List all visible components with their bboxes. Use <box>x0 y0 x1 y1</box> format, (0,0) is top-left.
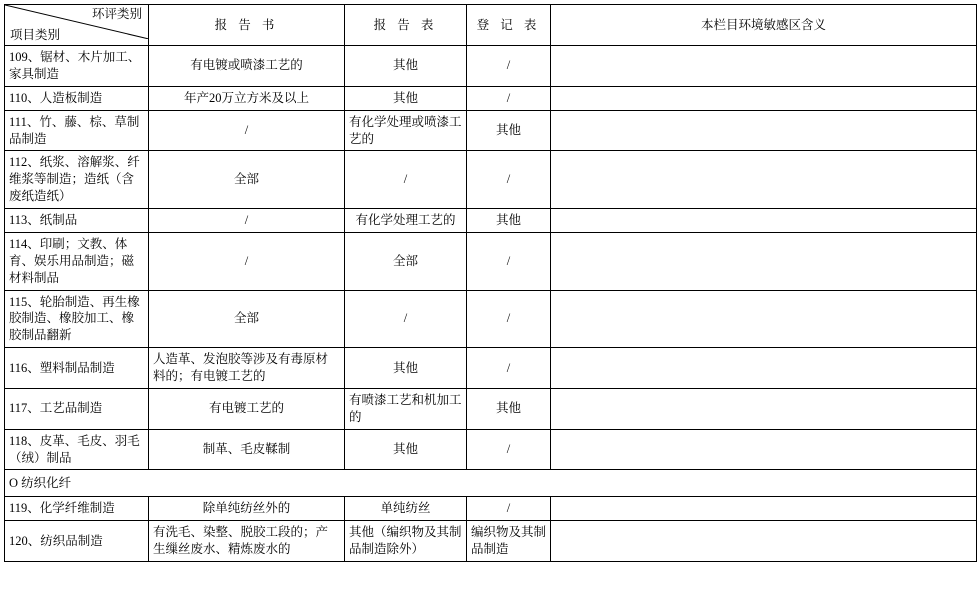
row-meaning <box>551 110 977 151</box>
row-meaning <box>551 86 977 110</box>
row-registration: 其他 <box>467 388 551 429</box>
row-registration: / <box>467 232 551 290</box>
row-report-book: 制革、毛皮鞣制 <box>149 429 345 470</box>
row-report-form: 其他 <box>345 429 467 470</box>
row-meaning <box>551 151 977 209</box>
header-corner-bottom-label: 项目类别 <box>10 28 61 43</box>
row-report-book: 有电镀或喷漆工艺的 <box>149 46 345 87</box>
row-category: 119、化学纤维制造 <box>5 497 149 521</box>
row-category: 113、纸制品 <box>5 209 149 233</box>
table-row <box>5 151 977 209</box>
row-report-book: 年产20万立方米及以上 <box>149 86 345 110</box>
table-header-row <box>5 5 977 46</box>
row-registration: 编织物及其制品制造 <box>467 521 551 562</box>
table-row <box>5 46 977 87</box>
row-registration: / <box>467 429 551 470</box>
row-report-form: / <box>345 290 467 348</box>
environmental-assessment-table <box>4 4 977 562</box>
row-category: 114、印刷；文教、体育、娱乐用品制造；磁材料制品 <box>5 232 149 290</box>
row-meaning <box>551 388 977 429</box>
row-meaning <box>551 429 977 470</box>
table-row <box>5 110 977 151</box>
table-section-row <box>5 470 977 497</box>
row-meaning <box>551 497 977 521</box>
row-report-form: 全部 <box>345 232 467 290</box>
table-row <box>5 388 977 429</box>
table-row <box>5 348 977 389</box>
header-report-form: 报 告 表 <box>345 5 467 46</box>
section-header-label: O 纺织化纤 <box>5 470 977 497</box>
row-report-form: 其他 <box>345 86 467 110</box>
row-registration: 其他 <box>467 110 551 151</box>
header-corner-cell <box>5 5 149 46</box>
row-registration: / <box>467 290 551 348</box>
row-report-form: 其他 <box>345 348 467 389</box>
row-report-book: 有洗毛、染整、脱胶工段的；产生缫丝废水、精炼废水的 <box>149 521 345 562</box>
table-row <box>5 429 977 470</box>
row-report-form: 其他（编织物及其制品制造除外） <box>345 521 467 562</box>
row-meaning <box>551 348 977 389</box>
row-registration: 其他 <box>467 209 551 233</box>
row-meaning <box>551 46 977 87</box>
table-row <box>5 86 977 110</box>
row-report-form: 有喷漆工艺和机加工的 <box>345 388 467 429</box>
row-registration: / <box>467 348 551 389</box>
row-category: 112、纸浆、溶解浆、纤维浆等制造；造纸（含废纸造纸） <box>5 151 149 209</box>
row-report-book: / <box>149 110 345 151</box>
row-report-form: 有化学处理或喷漆工艺的 <box>345 110 467 151</box>
header-corner-top-label: 环评类别 <box>91 7 142 21</box>
table-body <box>5 46 977 562</box>
header-registration-form: 登 记 表 <box>467 5 551 46</box>
row-report-form: 有化学处理工艺的 <box>345 209 467 233</box>
table-row <box>5 497 977 521</box>
header-sensitive-area-meaning: 本栏目环境敏感区含义 <box>551 5 977 46</box>
row-category: 110、人造板制造 <box>5 86 149 110</box>
row-registration: / <box>467 46 551 87</box>
row-meaning <box>551 521 977 562</box>
row-category: 120、纺织品制造 <box>5 521 149 562</box>
table-row <box>5 521 977 562</box>
row-report-form: 其他 <box>345 46 467 87</box>
table-row <box>5 209 977 233</box>
row-report-book: 全部 <box>149 151 345 209</box>
row-category: 111、竹、藤、棕、草制品制造 <box>5 110 149 151</box>
header-report-book: 报 告 书 <box>149 5 345 46</box>
row-report-form: / <box>345 151 467 209</box>
row-meaning <box>551 290 977 348</box>
row-report-book: 除单纯纺丝外的 <box>149 497 345 521</box>
row-registration: / <box>467 497 551 521</box>
row-category: 116、塑料制品制造 <box>5 348 149 389</box>
row-category: 109、锯材、木片加工、家具制造 <box>5 46 149 87</box>
row-registration: / <box>467 151 551 209</box>
table-row <box>5 290 977 348</box>
row-report-book: 有电镀工艺的 <box>149 388 345 429</box>
row-report-book: / <box>149 232 345 290</box>
document-page <box>0 4 979 603</box>
row-meaning <box>551 209 977 233</box>
row-category: 118、皮革、毛皮、羽毛（绒）制品 <box>5 429 149 470</box>
row-registration: / <box>467 86 551 110</box>
table-row <box>5 232 977 290</box>
row-report-book: 全部 <box>149 290 345 348</box>
row-category: 117、工艺品制造 <box>5 388 149 429</box>
row-report-book: 人造革、发泡胶等涉及有毒原材料的；有电镀工艺的 <box>149 348 345 389</box>
row-report-book: / <box>149 209 345 233</box>
row-category: 115、轮胎制造、再生橡胶制造、橡胶加工、橡胶制品翻新 <box>5 290 149 348</box>
row-report-form: 单纯纺丝 <box>345 497 467 521</box>
row-meaning <box>551 232 977 290</box>
